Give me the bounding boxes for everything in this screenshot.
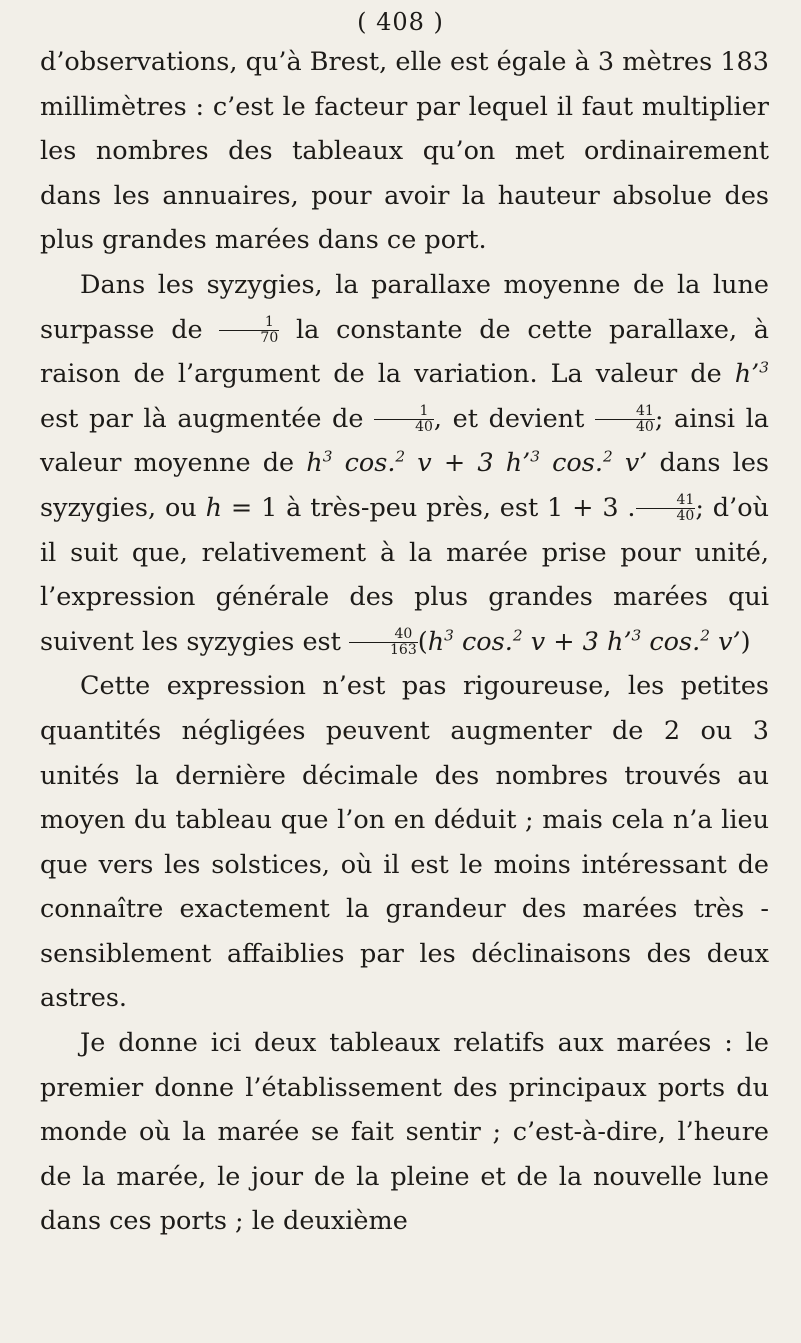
paragraph-3: Cette expression n’est pas rigoureuse, les petites quantités négligées peuvent augmenter de 2 ou 3 unités la dernière décimale des nombres trouvés au moyen du tableau que l’on en déduit ; mais cela n’a lieu que vers les solstices, où il est le moins intéressant de connaître exactement la grandeur des marées très - sensiblement affaiblies par les déclinaisons des deux astres. [40, 671, 769, 1014]
paragraph-1: d’observations, qu’à Brest, elle est égale à 3 mètres 183 millimètres : c’est le facteur par lequel il faut multiplier les nombres des tableaux qu’on met ordinairement dans les annuaires, pour avoir la hauteur absolue des plus grandes marées dans ce port. [40, 47, 769, 256]
fraction-one-seventieth: $\frac{1}{70}$ [219, 315, 279, 347]
formula-mean-value: $h^3$ cos.$^2$ v + 3 h’$^3$ cos.$^2$ v’ [306, 447, 648, 479]
variable-h: h [205, 492, 223, 523]
p2-sentence-1: Dans les syzygies, la parallaxe moyenne de la lune surpasse de [40, 269, 769, 345]
p2-sentence-4: , et devient [433, 403, 585, 434]
close-paren: ) [740, 626, 751, 657]
h-prime-cubed: h’$^3$ [734, 358, 770, 390]
paragraph-2 [40, 263, 769, 664]
page-body [40, 40, 769, 1244]
p2-sentence-2: la constante de cette parallaxe, à raison de l’argument de la variation. La valeur de [40, 314, 770, 390]
open-paren: ( [417, 626, 428, 657]
p2-sentence-7: = 1 à très-peu près, est 1 + 3 . [230, 492, 636, 523]
page-number: ( 408 ) [357, 8, 444, 36]
fraction-forty-one-fortieths-2: $\frac{41}{40}$ [636, 493, 696, 525]
fraction-one-fortieth: $\frac{1}{40}$ [374, 404, 434, 436]
p2-sentence-3: est par là augmentée de [40, 403, 364, 434]
fraction-forty-one-fortieths: $\frac{41}{40}$ [595, 404, 655, 436]
p2-sentence-6: dans les syzygies, ou [40, 448, 769, 523]
p2-sentence-5: ; ainsi la valeur moyenne de [40, 403, 770, 479]
p2-sentence-8: ; d’où il suit que, relativement à la marée prise pour unité, l’expression générale des plus grandes marées qui suivent les syzygies est [40, 492, 770, 657]
paragraph-4: Je donne ici deux tableaux relatifs aux marées : le premier donne l’établissement des principaux ports du monde où la marée se fait sentir ; c’est-à-dire, l’heure de la marée, le jour de la pleine et de la nouvelle lune dans ces ports ; le deuxième [40, 1028, 769, 1237]
fraction-forty-over-163: $\frac{40}{163}$ [349, 627, 418, 659]
formula-general-expression: $h^3$ cos.$^2$ v + 3 h’$^3$ cos.$^2$ v’ [427, 626, 741, 657]
